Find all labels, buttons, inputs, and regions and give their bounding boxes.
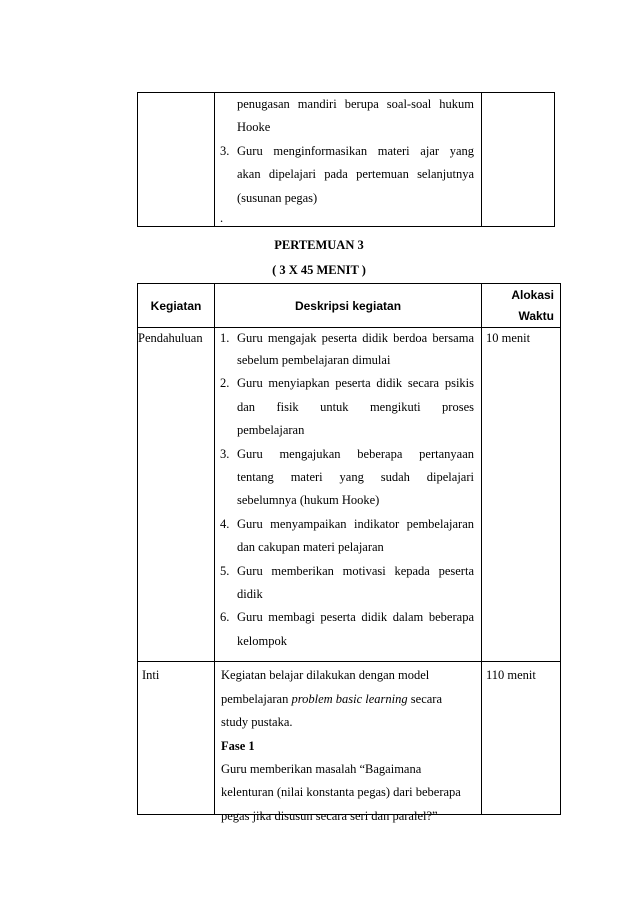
list-line: pembelajaran xyxy=(237,423,305,438)
list-line: (susunan pegas) xyxy=(237,190,318,205)
list-line: dan fisik untuk mengikuti proses xyxy=(237,399,474,414)
activity-label: Pendahuluan xyxy=(138,331,203,345)
list-line: dan cakupan materi pelajaran xyxy=(237,540,384,555)
list-number: 5. xyxy=(220,563,230,578)
time-value: 10 menit xyxy=(486,331,531,345)
list-line: Guru mengajukan beberapa pertanyaan xyxy=(237,446,474,461)
list-line: Guru membagi peserta didik dalam beberapa xyxy=(237,610,474,625)
list-number: 4. xyxy=(220,516,230,531)
list-line: tentang materi yang sudah dipelajari xyxy=(237,470,474,485)
row-time-pendahuluan xyxy=(482,328,561,662)
list-item xyxy=(220,513,474,560)
meeting-title: PERTEMUAN 3 xyxy=(274,238,364,252)
inti-text: secara xyxy=(407,691,443,706)
table-row xyxy=(138,662,561,815)
meeting-duration: ( 3 X 45 MENIT ) xyxy=(272,263,366,277)
list-number: 3. xyxy=(220,143,230,158)
phase-label xyxy=(221,735,475,758)
list-item xyxy=(220,606,474,653)
list-number: 6. xyxy=(220,610,230,625)
header-time-line2: Waktu xyxy=(518,309,554,323)
list-item xyxy=(220,328,474,372)
table-row xyxy=(138,328,561,662)
table-header-row xyxy=(138,284,561,328)
list-line: Guru menginformasikan materi ajar yang xyxy=(237,143,474,158)
list-number: 3. xyxy=(220,446,230,461)
continued-line: Hooke xyxy=(237,120,271,135)
inti-line: study pustaka. xyxy=(221,715,293,730)
phase-line: Guru memberikan masalah “Bagaimana xyxy=(221,761,422,776)
list-line: akan dipelajari pada pertemuan selanjutnya xyxy=(237,167,474,182)
phase-line: kelenturan (nilai konstanta pegas) dari beberapa xyxy=(221,785,461,800)
inti-line: Kegiatan belajar dilakukan dengan model xyxy=(221,668,430,683)
list-item xyxy=(220,372,474,442)
row-description-inti xyxy=(215,662,482,823)
list-line: Guru mengajak peserta didik berdoa bersama xyxy=(237,331,474,345)
list-line: sebelum pembelajaran dimulai xyxy=(237,353,391,367)
inti-model-emphasis: problem basic learning xyxy=(291,691,408,706)
continued-time-cell xyxy=(482,93,555,227)
list-line: Guru menyiapkan peserta didik secara psikis xyxy=(237,376,474,391)
list-item xyxy=(220,443,474,513)
row-activity-inti xyxy=(138,662,215,815)
row-description-pendahuluan xyxy=(215,328,482,662)
activity-label: Inti xyxy=(142,668,160,683)
list-item xyxy=(220,560,474,607)
activity-table xyxy=(137,283,561,823)
phase-label-text: Fase 1 xyxy=(221,738,255,753)
list-line: Guru menyampaikan indikator pembelajaran xyxy=(237,516,474,531)
list-line: Guru memberikan motivasi kepada peserta xyxy=(237,563,474,578)
list-line: sebelumnya (hukum Hooke) xyxy=(237,493,380,508)
inti-line xyxy=(221,688,475,711)
header-description: Deskripsi kegiatan xyxy=(215,284,482,328)
list-number: 1. xyxy=(220,331,230,345)
list-item xyxy=(220,140,474,210)
time-value: 110 menit xyxy=(486,668,536,683)
header-activity: Kegiatan xyxy=(138,284,215,328)
continued-description-cell xyxy=(215,93,482,227)
row-activity-pendahuluan xyxy=(138,328,215,662)
list-line: didik xyxy=(237,587,263,602)
trailing-dot: . xyxy=(220,211,224,226)
inti-text: pembelajaran xyxy=(221,691,292,706)
list-line: kelompok xyxy=(237,633,287,648)
row-time-inti xyxy=(482,662,561,815)
continued-line: penugasan mandiri berupa soal-soal hukum xyxy=(237,97,474,111)
list-number: 2. xyxy=(220,376,230,391)
header-time-line1: Alokasi xyxy=(511,288,554,302)
continued-activity-cell xyxy=(138,93,215,227)
phase-line: pegas jika disusun secara seri dan paralel?” xyxy=(221,808,438,823)
continued-table xyxy=(137,92,555,227)
header-time xyxy=(482,284,561,328)
